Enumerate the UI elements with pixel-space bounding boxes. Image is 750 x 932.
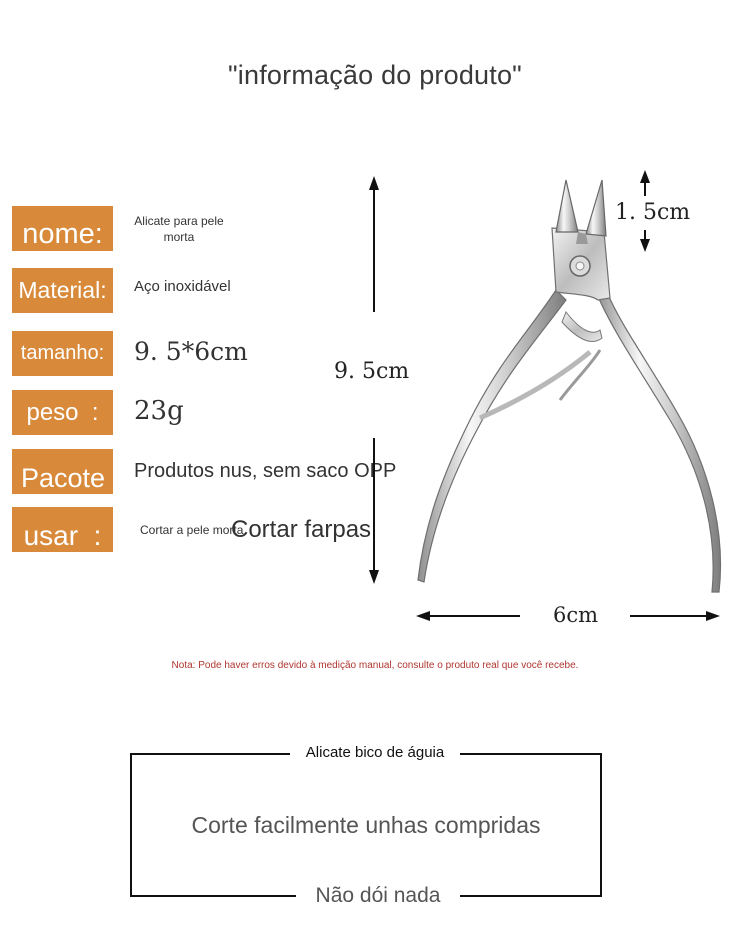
- height-arrow-bottom-head: [369, 570, 379, 584]
- spec-value-package: Produtos nus, sem saco OPP: [134, 460, 397, 482]
- width-arrow-left-head: [416, 611, 430, 621]
- spec-label-name: nome:: [12, 206, 113, 251]
- tip-arrow-top-head: [640, 170, 650, 183]
- spec-value-size: 9. 5*6cm: [134, 337, 248, 366]
- feature-box-main: Corte facilmente unhas compridas: [191, 812, 541, 838]
- measurement-note: Nota: Pode haver erros devido à medição manual, consulte o produto real que você recebe.: [171, 660, 579, 671]
- height-label: 9. 5cm: [334, 359, 410, 384]
- tip-width-label: 1. 5cm: [615, 200, 691, 225]
- spec-label-weight: peso :: [12, 390, 113, 435]
- page-title: "informação do produto": [228, 60, 522, 90]
- spec-value-material: Aço inoxidável: [134, 278, 231, 295]
- width-arrow-right-head: [706, 611, 720, 621]
- height-arrow-top-head: [369, 176, 379, 190]
- spec-label-material: Material:: [12, 268, 113, 313]
- spec-label-use: usar :: [12, 507, 113, 552]
- spec-value-use-large: Cortar farpas: [231, 515, 372, 543]
- spec-value-use-small: Cortar a pele morta: [140, 522, 244, 537]
- spec-label-size: tamanho:: [12, 331, 113, 376]
- spec-label-package: Pacote: [12, 449, 113, 494]
- feature-box-title: Alicate bico de águia: [290, 744, 460, 761]
- spec-value-name: Alicate para pele morta: [134, 213, 224, 244]
- width-label: 6cm: [553, 603, 599, 627]
- spec-value-weight: 23g: [134, 395, 184, 426]
- tip-arrow-bottom-head: [640, 239, 650, 252]
- feature-box-footer: Não dói nada: [296, 884, 460, 908]
